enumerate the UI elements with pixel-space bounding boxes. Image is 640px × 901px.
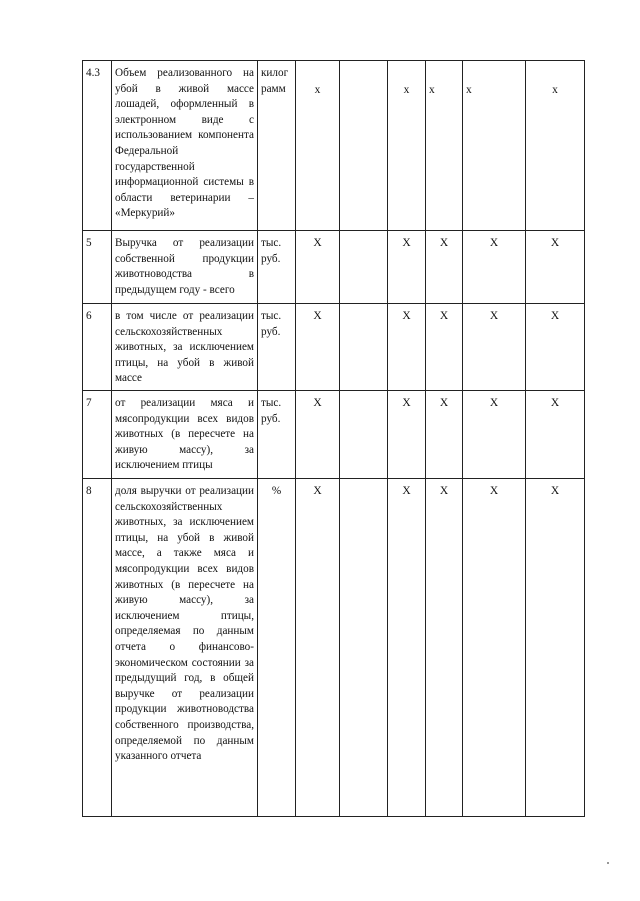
value-cell: X: [296, 479, 340, 817]
table-row: [83, 231, 585, 304]
value-cell: X: [388, 231, 426, 304]
value-cell: X: [526, 479, 585, 817]
value-cell: X: [463, 479, 526, 817]
value-cell: x: [426, 61, 463, 231]
row-unit: тыс. руб.: [258, 231, 296, 304]
row-unit: тыс. руб.: [258, 391, 296, 479]
table-row: [83, 479, 585, 817]
value-cell: X: [426, 304, 463, 391]
row-description: Объем реализованного на убой в живой массе лошадей, оформленный в электронном виде с использованием компонента Федеральной государственной информационной системы в области ветеринарии – «Меркурий»: [112, 61, 258, 231]
row-number: 6: [83, 304, 112, 391]
row-number: 8: [83, 479, 112, 817]
row-unit: тыс. руб.: [258, 304, 296, 391]
value-cell: X: [426, 479, 463, 817]
value-cell: X: [463, 391, 526, 479]
value-cell: [340, 479, 388, 817]
value-cell: [340, 304, 388, 391]
table-row: [83, 391, 585, 479]
value-cell: X: [296, 231, 340, 304]
value-cell: x: [526, 61, 585, 231]
value-cell: [340, 61, 388, 231]
row-description: от реализации мяса и мясопродукции всех видов животных (в пересчете на живую массу), за исключением птицы: [112, 391, 258, 479]
row-description: доля выручки от реализации сельскохозяйственных животных, за исключением птицы, на убой в живой массе, а также мяса и мясопродукции всех видов животных (в пересчете на живую массу), за исключением птицы, определяемая по данным отчета о финансово-экономическом состоянии за предыдущий год, в общей выручке от реализации продукции животноводства собственного производства, определяемой по данным указанного отчета: [112, 479, 258, 817]
table-row: [83, 304, 585, 391]
value-cell: x: [463, 61, 526, 231]
row-number: 7: [83, 391, 112, 479]
row-unit: килог рамм: [258, 61, 296, 231]
value-cell: X: [463, 304, 526, 391]
value-cell: [340, 391, 388, 479]
value-cell: X: [388, 479, 426, 817]
value-cell: X: [426, 391, 463, 479]
value-cell: X: [526, 391, 585, 479]
report-table: [82, 60, 585, 817]
value-cell: X: [296, 304, 340, 391]
value-cell: X: [526, 231, 585, 304]
row-number: 5: [83, 231, 112, 304]
value-cell: x: [296, 61, 340, 231]
value-cell: [340, 231, 388, 304]
table-row: [83, 61, 585, 231]
value-cell: X: [296, 391, 340, 479]
value-cell: X: [388, 304, 426, 391]
row-number: 4.3: [83, 61, 112, 231]
row-description: Выручка от реализации собственной продукции животноводства в предыдущем году - всего: [112, 231, 258, 304]
row-description: в том числе от реализации сельскохозяйственных животных, за исключением птицы, на убой в живой массе: [112, 304, 258, 391]
value-cell: X: [388, 391, 426, 479]
row-unit: %: [258, 479, 296, 817]
value-cell: X: [426, 231, 463, 304]
value-cell: X: [526, 304, 585, 391]
value-cell: x: [388, 61, 426, 231]
value-cell: X: [463, 231, 526, 304]
scan-speck: [607, 862, 609, 864]
